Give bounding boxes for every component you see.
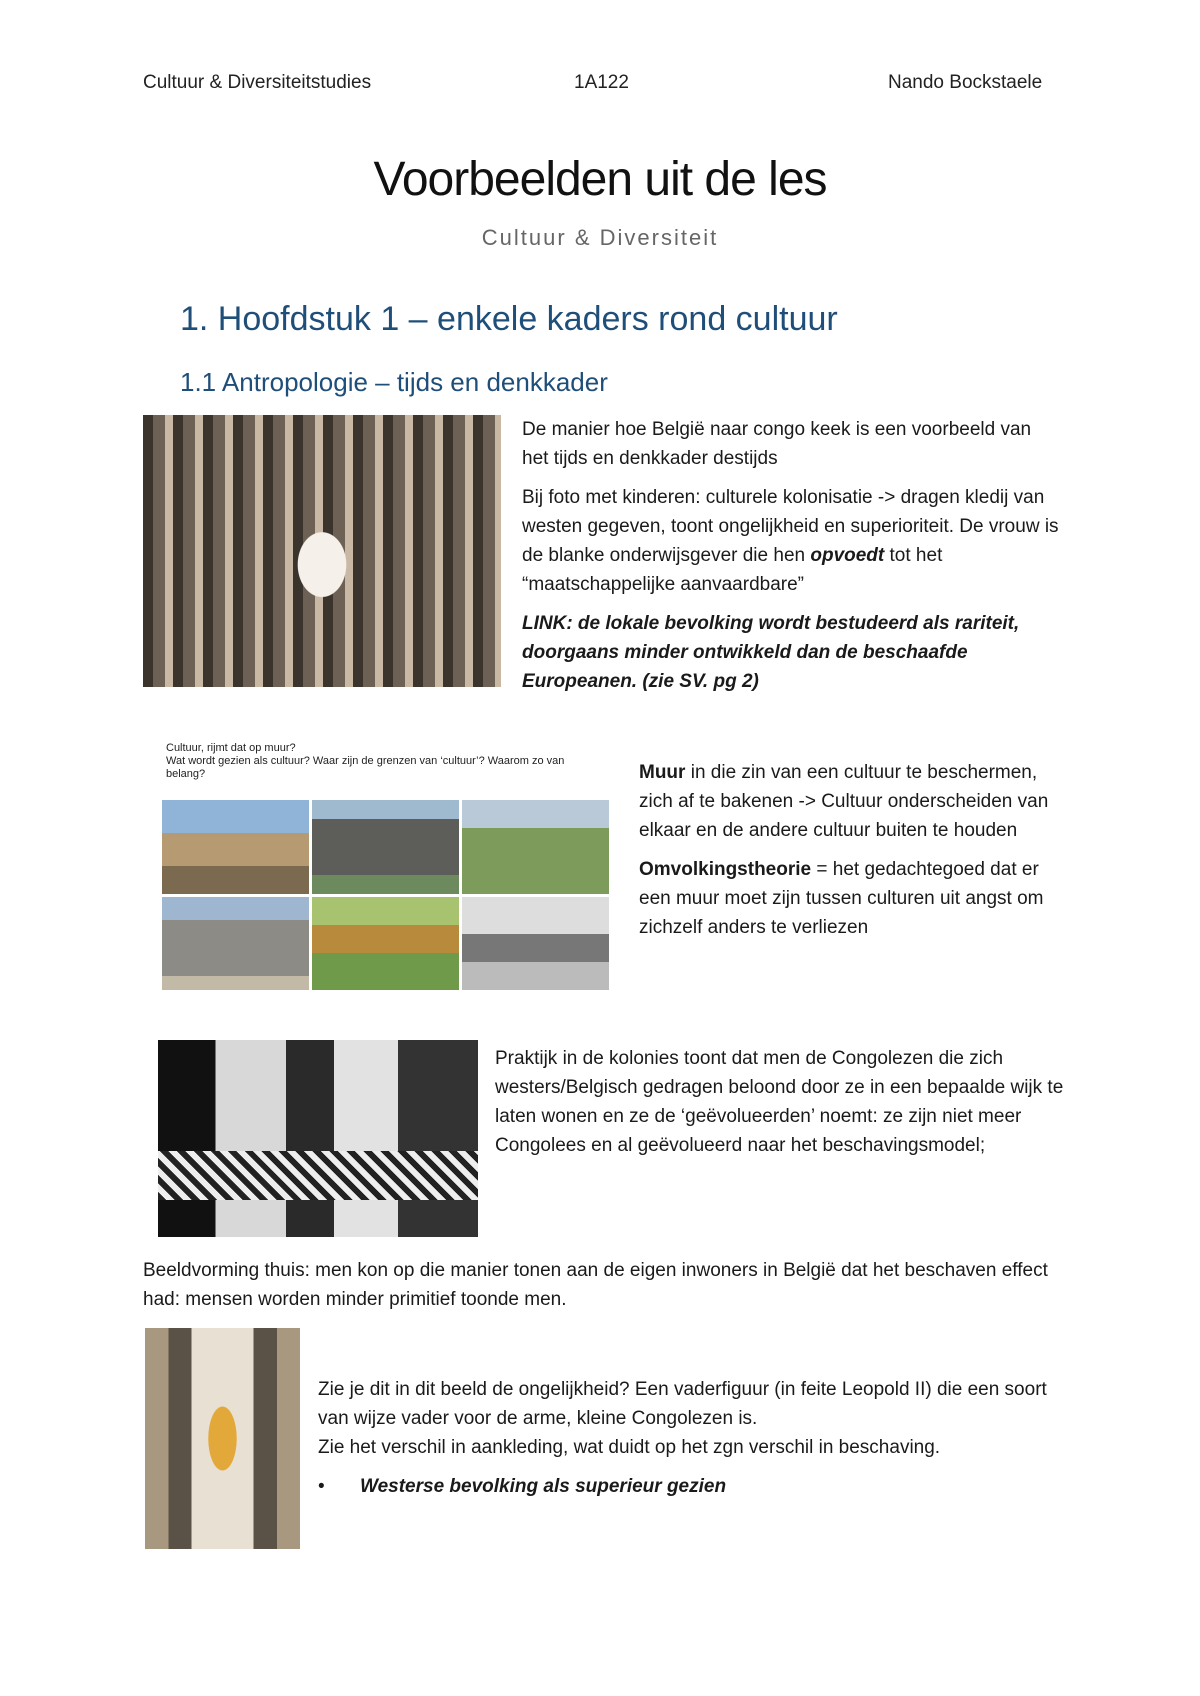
header-right: Nando Bockstaele	[888, 72, 1043, 93]
block1-text	[522, 415, 1062, 706]
block5-text	[318, 1375, 1078, 1501]
block2-term-omvolking: Omvolkingstheorie	[639, 859, 812, 880]
block2-p2	[639, 855, 1069, 942]
block2-text	[639, 758, 1069, 952]
great-wall-photo	[312, 897, 459, 991]
block2-term-muur: Muur	[639, 762, 686, 783]
castle-photo	[312, 800, 459, 894]
chapter-heading: 1. Hoofdstuk 1 – enkele kaders rond cultuur	[180, 300, 838, 338]
separation-wall-photo	[162, 897, 309, 991]
block5-bullet-text: Westerse bevolking als superieur gezien	[360, 1476, 727, 1497]
page-title: Voorbeelden uit de les	[373, 153, 827, 206]
colonial-photo-children	[143, 415, 501, 687]
colonial-interior-photo	[158, 1040, 478, 1237]
block1-p2-part2: tot het “maatschappelijke aanvaardbare”	[522, 545, 943, 595]
block2-p1-rest: in die zin van een cultuur te beschermen, zich af te bakenen -> Cultuur onderscheiden van elkaar en de andere cultuur buiten te houden	[639, 762, 1049, 841]
header-center: 1A122	[574, 72, 629, 93]
block4-text	[143, 1256, 1063, 1324]
block5-p1: Zie je dit in dit beeld de ongelijkheid? Een vaderfiguur (in feite Leopold II) die een soort van wijze vader voor de arme, kleine Congolezen is.	[318, 1379, 1047, 1429]
block5-p2: Zie het verschil in aankleding, wat duidt op het zgn verschil in beschaving.	[318, 1437, 941, 1458]
wall-photo	[162, 800, 309, 894]
bullet-icon: •	[318, 1476, 325, 1497]
walls-image-grid	[162, 800, 609, 990]
berlin-wall-photo	[462, 897, 609, 991]
block4-p1: Beeldvorming thuis: men kon op die manier tonen aan de eigen inwoners in België dat het beschaven effect had: mensen worden minder primitief toonde men.	[143, 1260, 1048, 1310]
block3-text	[495, 1044, 1075, 1170]
statue-niche-photo	[145, 1328, 300, 1549]
page-subtitle: Cultuur & Diversiteit	[481, 225, 719, 250]
block1-p2-emph: opvoedt	[810, 545, 885, 566]
block3-p1: Praktijk in de kolonies toont dat men de Congolezen die zich westers/Belgisch gedragen beloond door ze in een bepaalde wijk te laten wonen en ze de ‘geëvolueerden’ noemt: ze zijn niet meer Congolees en al geëvolueerd naar het beschavingsmodel;	[495, 1048, 1064, 1156]
block2-p2-rest: = het gedachtegoed dat er een muur moet zijn tussen culturen uit angst om zichzelf anders te verliezen	[639, 859, 1044, 938]
slide-line2: Wat wordt gezien als cultuur? Waar zijn de grenzen van ‘cultuur’? Waarom zo van belang?	[166, 755, 565, 780]
block1-link: LINK: de lokale bevolking wordt bestudeerd als rariteit, doorgaans minder ontwikkeld dan de beschaafde Europeanen. (zie SV. pg 2)	[522, 613, 1020, 692]
header-left: Cultuur & Diversiteitstudies	[143, 72, 372, 93]
slide-caption	[166, 742, 586, 781]
block1-p2-part1: Bij foto met kinderen: culturele kolonisatie -> dragen kledij van westen gegeven, toont ongelijkheid en superioriteit. De vrouw is de blanke onderwijsgever die hen	[522, 487, 1059, 566]
block1-p1: De manier hoe België naar congo keek is een voorbeeld van het tijds en denkkader destijds	[522, 419, 1032, 469]
block1-p2	[522, 483, 1062, 599]
block5-bullet-item	[318, 1472, 1078, 1501]
hadrian-wall-photo	[462, 800, 609, 894]
slide-line1: Cultuur, rijmt dat op muur?	[166, 742, 296, 754]
block2-p1	[639, 758, 1069, 845]
section-heading: 1.1 Antropologie – tijds en denkkader	[180, 367, 608, 397]
